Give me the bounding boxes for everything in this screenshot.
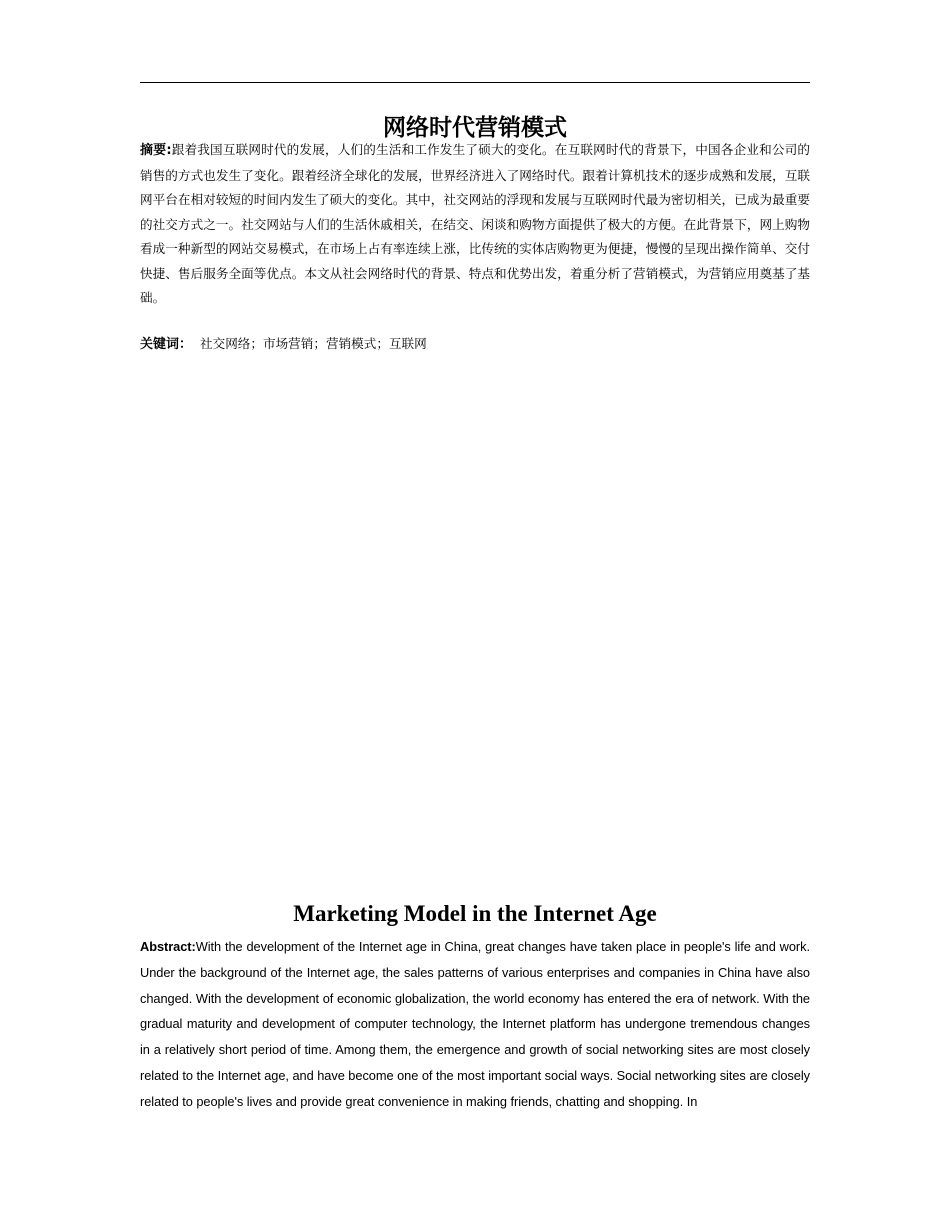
english-abstract <box>140 934 810 1115</box>
chinese-abstract-label: 摘要: <box>140 143 172 158</box>
english-abstract-label: Abstract: <box>140 939 196 954</box>
chinese-keywords-label: 关键词： <box>140 337 193 352</box>
english-title: Marketing Model in the Internet Age <box>293 901 657 926</box>
chinese-keywords <box>140 332 810 357</box>
chinese-abstract <box>140 138 810 311</box>
english-abstract-text: With the development of the Internet age in China, great changes have taken place in people's life and work. Under the background of the Internet age, the sales patterns of various enterprises and companies in China have also changed. With the development of economic globalization, the world economy has entered the era of network. With the gradual maturity and development of computer technology, the Internet platform has undergone tremendous changes in a relatively short period of time. Among them, the emergence and growth of social networking sites are most closely related to the Internet age, and have become one of the most important social ways. Social networking sites are closely related to people's lives and provide great convenience in making friends, chatting and shopping. In <box>140 939 810 1109</box>
chinese-abstract-text: 跟着我国互联网时代的发展，人们的生活和工作发生了硕大的变化。在互联网时代的背景下，中国各企业和公司的销售的方式也发生了变化。跟着经济全球化的发展，世界经济进入了网络时代。跟着计算机技术的逐步成熟和发展，互联网平台在相对较短的时间内发生了硕大的变化。其中，社交网站的浮现和发展与互联网时代最为密切相关，已成为最重要的社交方式之一。社交网站与人们的生活休戚相关，在结交、闲谈和购物方面提供了极大的方便。在此背景下，网上购物看成一种新型的网站交易模式，在市场上占有率连续上涨，比传统的实体店购物更为便捷，慢慢的呈现出操作简单、交付快捷、售后服务全面等优点。本文从社会网络时代的背景、特点和优势出发，着重分析了营销模式，为营销应用奠基了基础。 <box>140 142 811 305</box>
chinese-keywords-text: 社交网络；市场营销；营销模式；互联网 <box>200 336 427 351</box>
chinese-title: 网络时代营销模式 <box>383 115 567 141</box>
header-rule <box>140 82 810 83</box>
